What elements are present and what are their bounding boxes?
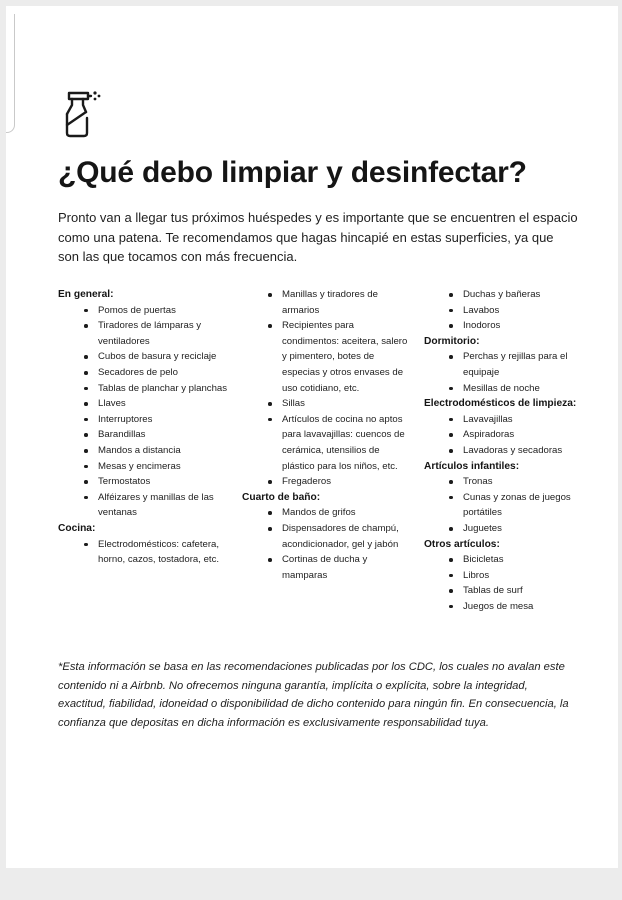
section-title-bano: Cuarto de baño: <box>242 491 321 503</box>
list-item: Mesas y encimeras <box>98 459 230 475</box>
list-item: Perchas y rejillas para el equipaje <box>463 349 594 380</box>
list-item: Mesillas de noche <box>463 381 594 397</box>
list-item: Cubos de basura y reciclaje <box>98 349 230 365</box>
list-electrodomesticos <box>424 412 594 459</box>
section-title-infantiles: Artículos infantiles: <box>424 460 520 472</box>
list-item: Inodoros <box>463 318 594 334</box>
list-item: Tronas <box>463 474 594 490</box>
list-item: Dispensadores de champú, acondicionador, gel y jabón <box>282 521 412 552</box>
list-item: Lavavajillas <box>463 412 594 428</box>
column-1 <box>58 287 230 568</box>
list-item: Tablas de surf <box>463 583 594 599</box>
list-bano <box>242 505 412 583</box>
section-title-general: En general: <box>58 289 114 300</box>
list-item: Artículos de cocina no aptos para lavavajillas: cuencos de cerámica, utensilios de plástico para los niños, etc. <box>282 412 412 474</box>
list-item: Secadores de pelo <box>98 365 230 381</box>
list-item: Electrodomésticos: cafetera, horno, cazos, tostadora, etc. <box>98 537 230 568</box>
list-item: Llaves <box>98 396 230 412</box>
list-item: Pomos de puertas <box>98 303 230 319</box>
list-item: Barandillas <box>98 427 230 443</box>
list-item: Alféizares y manillas de las ventanas <box>98 490 230 521</box>
list-item: Mandos a distancia <box>98 443 230 459</box>
list-otros <box>424 552 594 614</box>
list-cocina <box>58 537 230 568</box>
section-title-otros: Otros artículos: <box>424 538 500 550</box>
list-item: Aspiradoras <box>463 427 594 443</box>
list-item: Cortinas de ducha y mamparas <box>282 552 412 583</box>
column-2 <box>242 287 412 583</box>
list-item: Manillas y tiradores de armarios <box>282 287 412 318</box>
page-title: ¿Qué debo limpiar y desinfectar? <box>58 156 527 189</box>
list-item: Bicicletas <box>463 552 594 568</box>
section-title-dormitorio: Dormitorio: <box>424 335 480 347</box>
list-item: Sillas <box>282 396 412 412</box>
list-infantiles <box>424 474 594 536</box>
list-item: Termostatos <box>98 474 230 490</box>
list-item: Lavabos <box>463 303 594 319</box>
list-item: Lavadoras y secadoras <box>463 443 594 459</box>
list-bano-continued <box>424 287 594 334</box>
list-item: Duchas y bañeras <box>463 287 594 303</box>
page-edge-mark <box>6 14 15 133</box>
intro-paragraph: Pronto van a llegar tus próximos huéspedes y es importante que se encuentren el espacio como una patena. Te recomendamos que hagas hincapié en estas superficies, ya que son las que tocamos con más frecuencia. <box>58 210 578 264</box>
list-item: Tablas de planchar y planchas <box>98 381 230 397</box>
column-3 <box>424 287 594 614</box>
disclaimer-note: *Esta información se basa en las recomendaciones publicadas por los CDC, los cuales no avalan este contenido ni a Airbnb. No ofrecemos ninguna garantía, implícita o explícita, sobre la integridad, exactitud, fiabilidad, idoneidad o disponibilidad de dicho contenido para ningún fin. En consecuencia, la confianza que depositas en dicha información es exclusivamente responsabilidad tuya. <box>58 661 569 729</box>
list-item: Juegos de mesa <box>463 599 594 615</box>
document-page <box>6 6 618 868</box>
section-title-cocina: Cocina: <box>58 522 96 534</box>
list-general <box>58 303 230 521</box>
list-item: Recipientes para condimentos: aceitera, salero y pimentero, botes de especias y otros envases de uso cotidiano, etc. <box>282 318 412 396</box>
list-item: Tiradores de lámparas y ventiladores <box>98 318 230 349</box>
list-item: Cunas y zonas de juegos portátiles <box>463 490 594 521</box>
list-item: Juguetes <box>463 521 594 537</box>
list-item: Libros <box>463 568 594 584</box>
list-item: Fregaderos <box>282 474 412 490</box>
list-item: Interruptores <box>98 412 230 428</box>
list-dormitorio <box>424 349 594 396</box>
section-title-electrodomesticos: Electrodomésticos de limpieza: <box>424 398 577 410</box>
spray-bottle-icon <box>58 88 106 140</box>
list-cocina-continued <box>242 287 412 490</box>
list-item: Mandos de grifos <box>282 505 412 521</box>
